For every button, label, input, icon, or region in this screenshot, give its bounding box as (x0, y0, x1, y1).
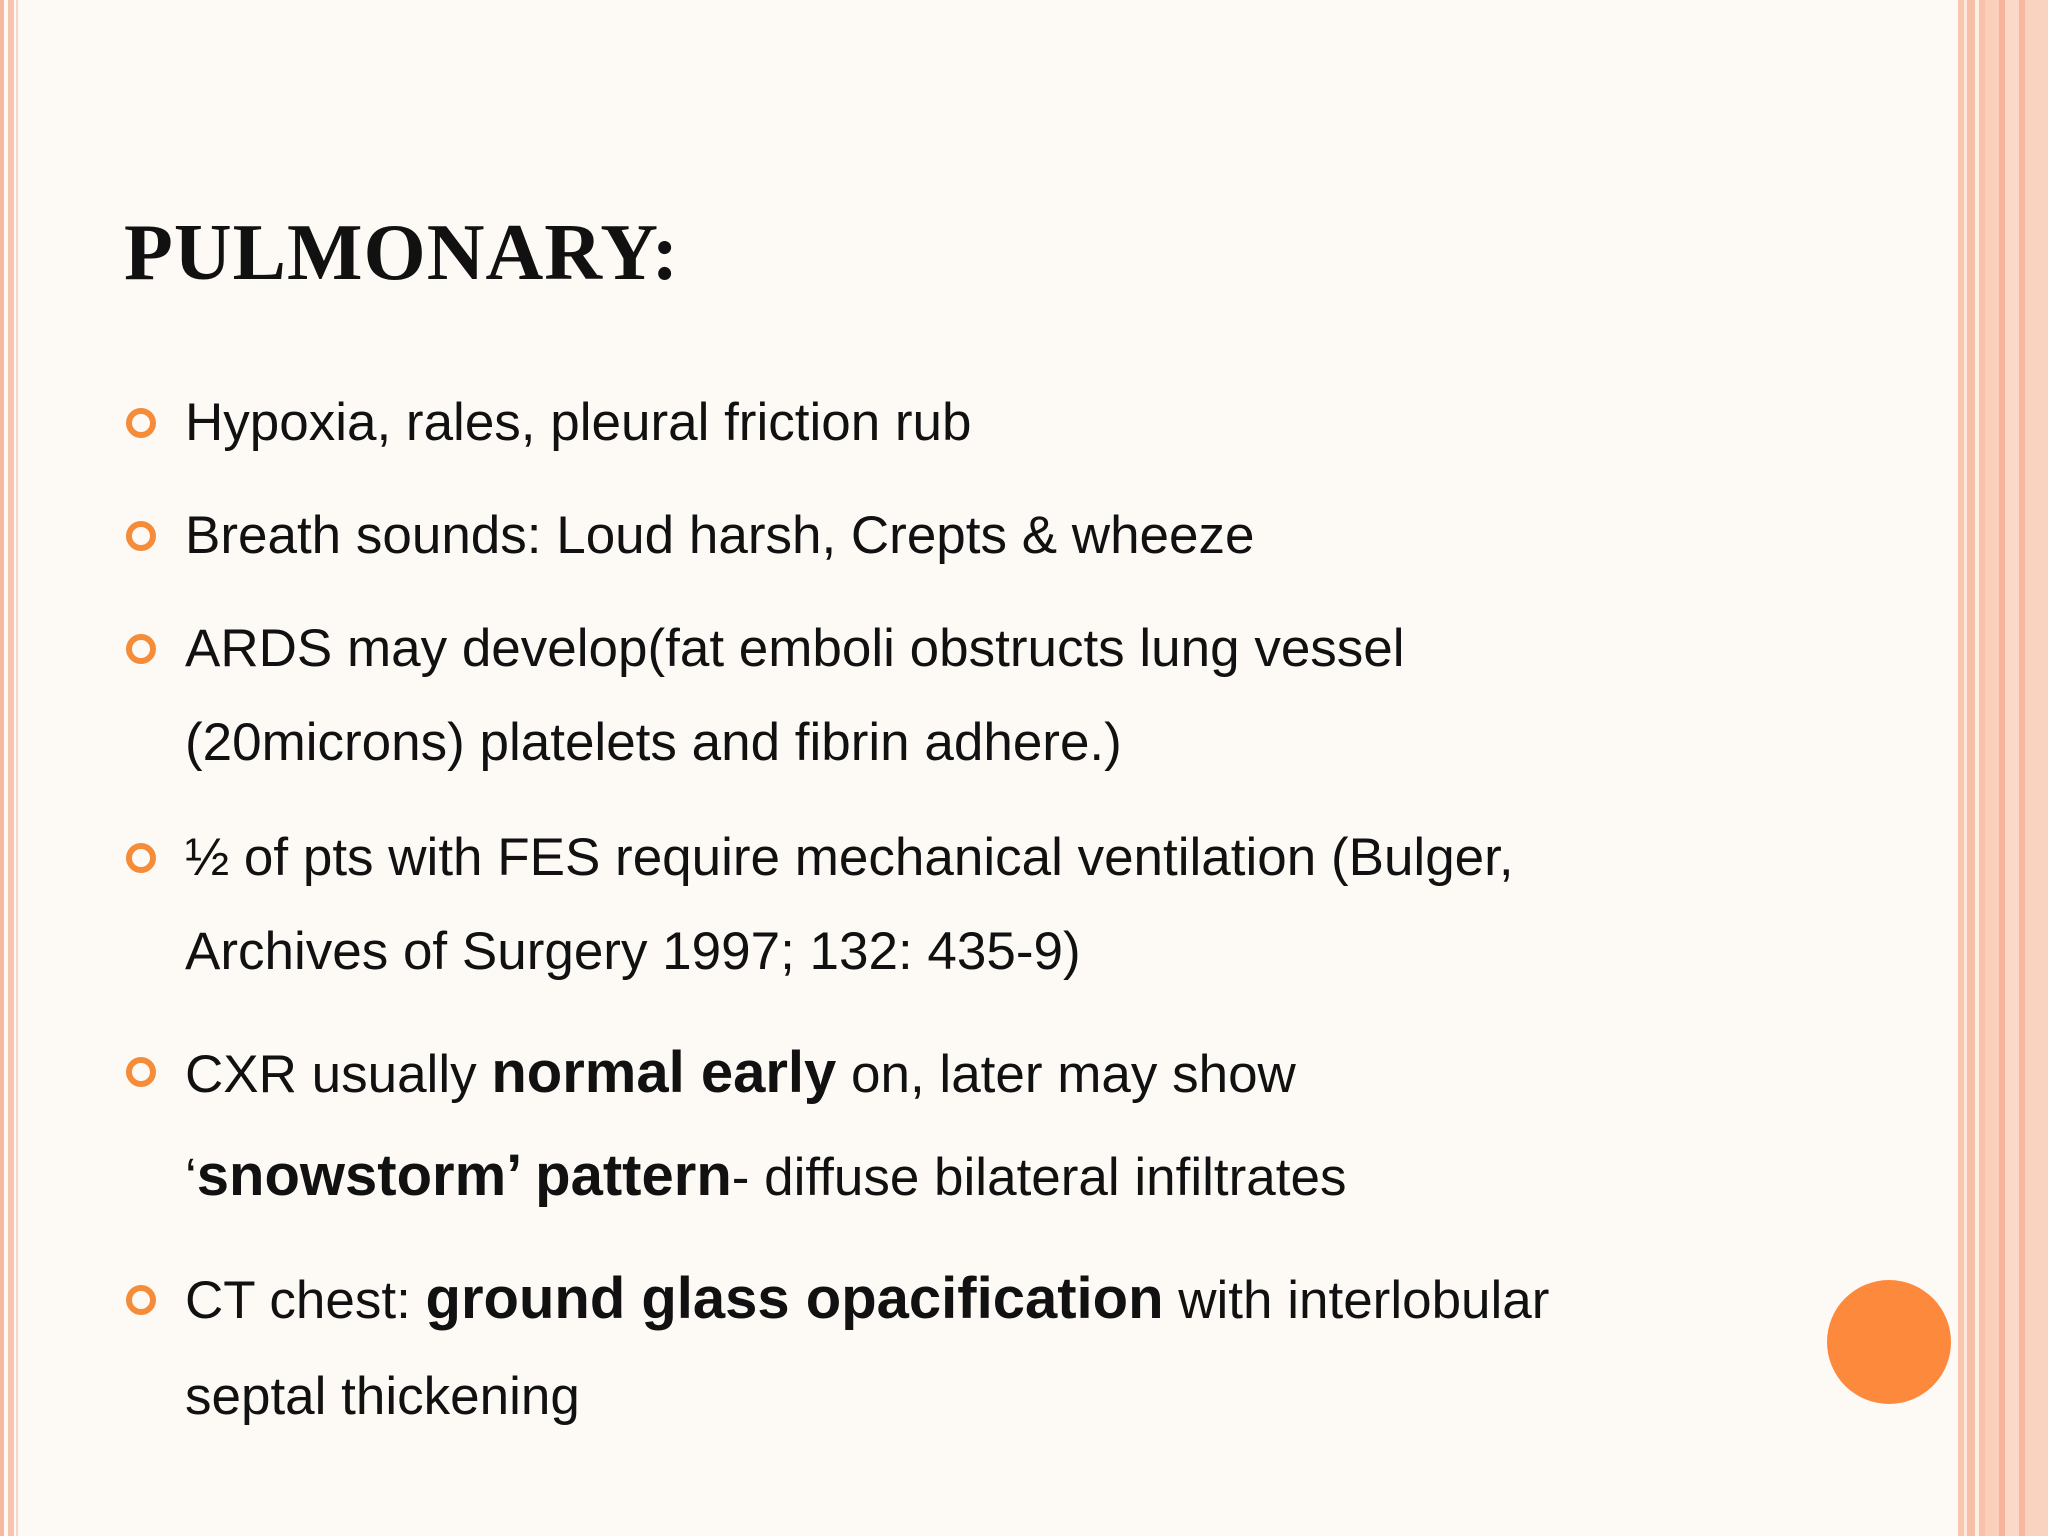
bullet-5-line-2 (185, 1143, 1347, 1208)
bullet-3-line-1 (185, 619, 1405, 678)
bullet-text: on, later may show (836, 1045, 1296, 1104)
bullet-circle-icon (126, 1057, 156, 1087)
bullet-5-line-1 (185, 1040, 1296, 1105)
bullet-2-line-1 (185, 506, 1255, 565)
bullet-text: Archives of Surgery 1997; 132: 435-9) (185, 922, 1081, 981)
bullet-circle-icon (126, 1285, 156, 1315)
bullet-text: CT chest: (185, 1271, 426, 1330)
bullet-bold-text: snowstorm’ pattern (196, 1143, 732, 1208)
bullet-text: - diffuse bilateral infiltrates (731, 1148, 1347, 1207)
bullet-text: Breath sounds: Loud harsh, Crepts & wheeze (185, 506, 1255, 565)
bullet-text: with interlobular (1163, 1271, 1550, 1330)
bullet-4-line-2 (185, 922, 1081, 981)
bullet-1-line-1 (185, 393, 972, 452)
bullet-text: Hypoxia, rales, pleural friction rub (185, 393, 972, 452)
bullet-text: ‘ (185, 1148, 197, 1207)
bullet-text: ARDS may develop(fat emboli obstructs lung vessel (185, 619, 1405, 678)
bullet-text: CXR usually (185, 1045, 492, 1104)
bullet-6-line-2 (185, 1367, 580, 1426)
bullet-bold-text: normal early (491, 1040, 837, 1105)
bullet-circle-icon (126, 408, 156, 438)
bullet-text: septal thickening (185, 1367, 580, 1426)
bullet-bold-text: ground glass opacification (425, 1266, 1164, 1331)
bullet-4-line-1 (185, 828, 1514, 887)
bullet-circle-icon (126, 634, 156, 664)
bullet-3-line-2 (185, 713, 1122, 772)
bullet-circle-icon (126, 843, 156, 873)
slide-title: PULMONARY: (124, 209, 680, 297)
bullet-6-line-1 (185, 1266, 1550, 1331)
bullet-circle-icon (126, 521, 156, 551)
bullet-text: (20microns) platelets and fibrin adhere.) (185, 713, 1122, 772)
bullet-text: ½ of pts with FES require mechanical ventilation (Bulger, (185, 828, 1514, 887)
